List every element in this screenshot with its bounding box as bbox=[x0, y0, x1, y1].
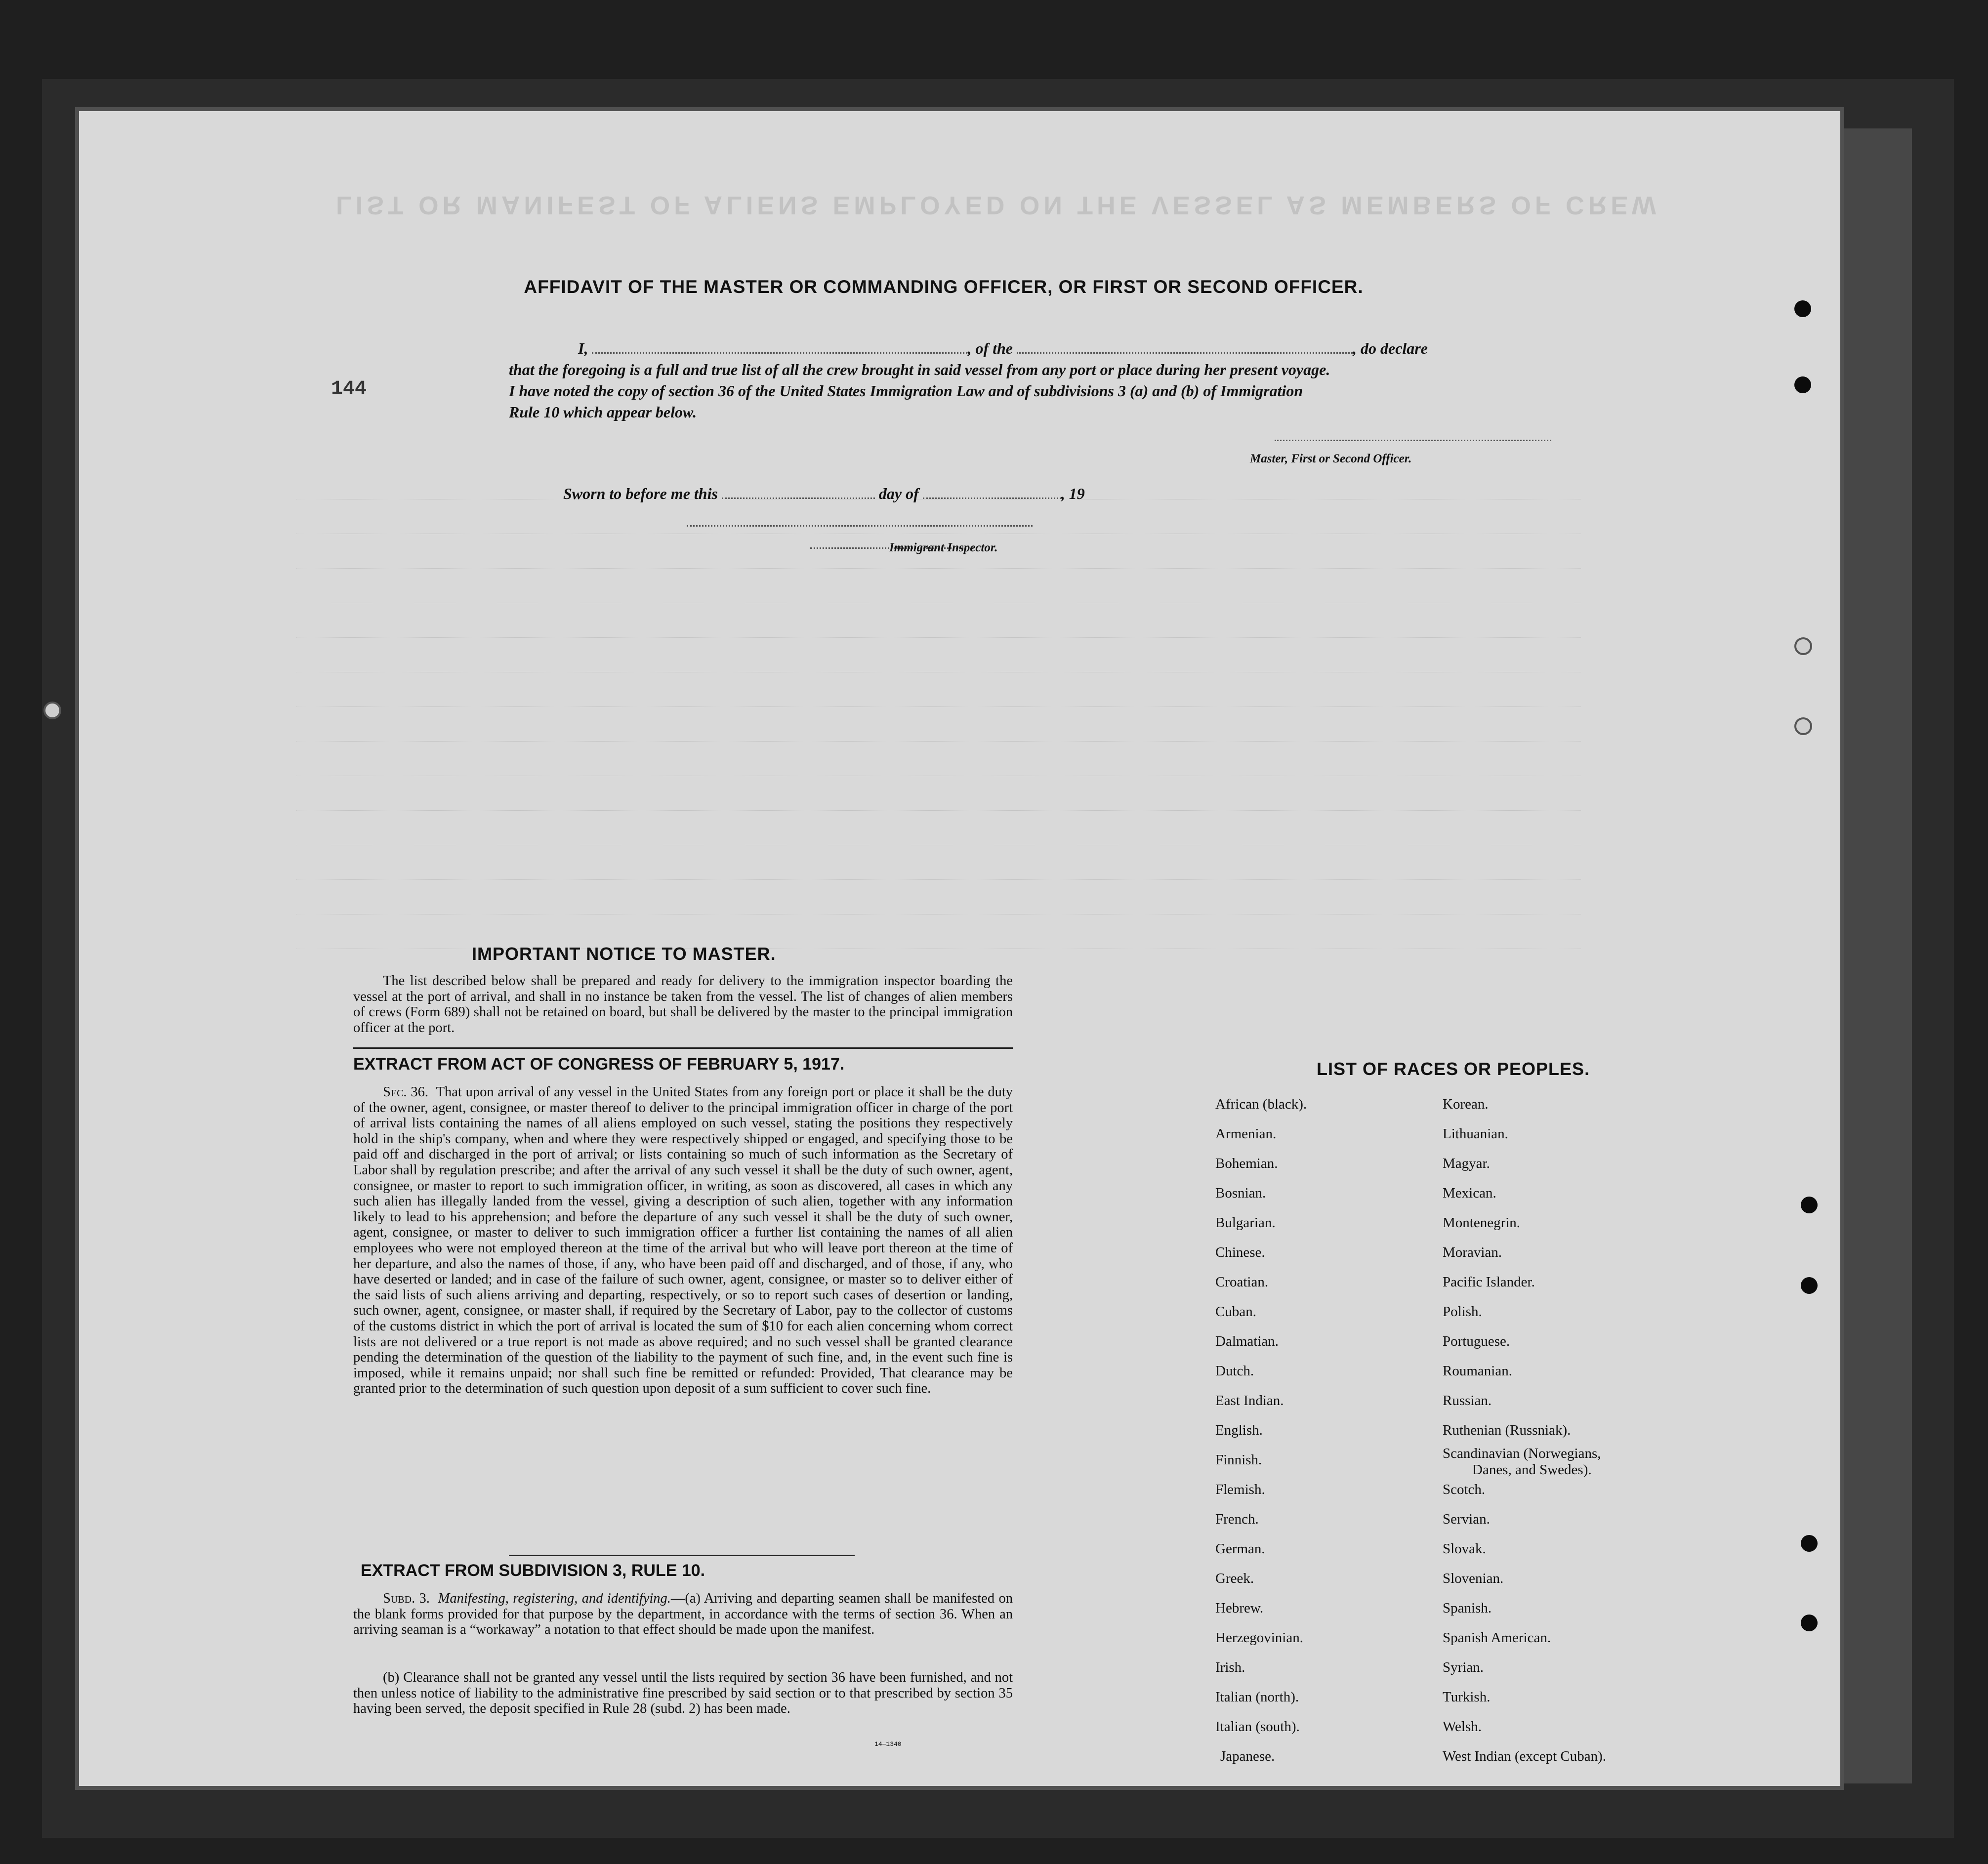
race-item: Hebrew. bbox=[1215, 1600, 1264, 1616]
affidavit-title: AFFIDAVIT OF THE MASTER OR COMMANDING OFFICER, OR FIRST OR SECOND OFFICER. bbox=[524, 277, 1364, 297]
race-item: English. bbox=[1215, 1422, 1263, 1438]
extract-act-heading: EXTRACT FROM ACT OF CONGRESS OF FEBRUARY 5, 1917. bbox=[353, 1055, 845, 1074]
sworn-month-blank[interactable] bbox=[923, 488, 1061, 499]
race-item: West Indian (except Cuban). bbox=[1443, 1748, 1607, 1764]
race-item: Montenegrin. bbox=[1443, 1215, 1521, 1231]
extract-rule-text-a bbox=[353, 1591, 1013, 1638]
binder-hole bbox=[1794, 717, 1812, 735]
extract-act-text bbox=[353, 1084, 1013, 1397]
declaration-line-2: that the foregoing is a full and true list of all the crew brought in said vessel from any port or place during her present voyage. bbox=[509, 361, 1330, 378]
vessel-name-blank[interactable] bbox=[1017, 342, 1353, 354]
race-item: Bosnian. bbox=[1215, 1185, 1266, 1201]
subdivision-label: Subd. 3. bbox=[383, 1591, 430, 1606]
sworn-label: Sworn to before me this bbox=[563, 485, 718, 502]
race-item-continuation: Danes, and Swedes). bbox=[1472, 1462, 1592, 1478]
race-item: Slovenian. bbox=[1443, 1571, 1504, 1586]
race-item: Lithuanian. bbox=[1443, 1126, 1508, 1142]
declaration-line bbox=[578, 339, 1428, 358]
declaration-line-4: Rule 10 which appear below. bbox=[509, 403, 697, 421]
subdivision-title: Manifesting, registering, and identifying. bbox=[438, 1591, 671, 1606]
race-item: French. bbox=[1215, 1511, 1259, 1527]
race-item: Bohemian. bbox=[1215, 1156, 1278, 1171]
races-heading: LIST OF RACES OR PEOPLES. bbox=[1317, 1059, 1590, 1079]
day-of-label: day of bbox=[878, 485, 919, 502]
year-label: , 19 bbox=[1061, 485, 1085, 502]
extract-rule-text-b: (b) Clearance shall not be granted any vessel until the lists required by section 36 have been furnished, and not then unless notice of liability to the administrative fine prescribed by said section or to that prescribed by section 35 having been served, the deposit specified in Rule 28 (subd. 2) has been made. bbox=[353, 1670, 1013, 1717]
race-item: Cuban. bbox=[1215, 1304, 1256, 1320]
race-item: Irish. bbox=[1215, 1659, 1245, 1675]
race-item: Armenian. bbox=[1215, 1126, 1277, 1142]
race-item: Flemish. bbox=[1215, 1482, 1265, 1497]
race-item: Dutch. bbox=[1215, 1363, 1254, 1379]
officer-name-blank[interactable] bbox=[592, 342, 967, 354]
subdivision-a-text: —(a) Arriving and departing seamen shall be manifested on the blank forms provided for that purpose by the department, in accordance with the terms of section 36. When an arriving seaman is a “workaway” a notation to that effect should be made upon the manifest. bbox=[353, 1591, 1013, 1638]
race-item: Korean. bbox=[1443, 1096, 1489, 1112]
race-item: Japanese. bbox=[1220, 1748, 1275, 1764]
binder-hole bbox=[1801, 1535, 1818, 1552]
binder-hole bbox=[1801, 1277, 1818, 1294]
race-item: Russian. bbox=[1443, 1393, 1492, 1408]
race-item: Moravian. bbox=[1443, 1244, 1502, 1260]
race-item: Finnish. bbox=[1215, 1452, 1262, 1468]
binder-hole bbox=[1794, 376, 1811, 393]
file-mark: 144 bbox=[331, 378, 367, 400]
race-item: Scotch. bbox=[1443, 1482, 1486, 1497]
i-label: I, bbox=[578, 339, 588, 357]
notice-text: The list described below shall be prepared and ready for delivery to the immigration inspector boarding the vessel at the port of arrival, and shall in no instance be taken from the vessel. The list of changes of alien members of crews (Form 689) shall not be retained on board, but shall be delivered by the master to the principal immigration officer at the port. bbox=[353, 973, 1013, 1036]
section-36-text: That upon arrival of any vessel in the United States from any foreign port or place it shall be the duty of the owner, agent, consignee, or master thereof to deliver to the principal immigration officer in charge of the port of arrival lists containing the names of all aliens employed on such vessel, stating the positions they respectively hold in the ship's company, when and where they were respectively shipped or engaged, and specifying those to be paid off and discharged in the port of arrival; or lists containing so much of such information as the Secretary of Labor shall by regulation prescribe; and after the arrival of any such vessel it shall be the duty of such owner, agent, consignee, or master to report to such immigration officer, in writing, as soon as discovered, all cases in which any such alien has illegally landed from the vessel, giving a description of such alien, together with any information likely to lead to his apprehension; and before the departure of any such vessel it shall be the duty of such owner, agent, consignee, or master to deliver to such immigration officer a further list containing the names of all alien employees who were not employed thereon at the time of the arrival but who will leave port thereon at the time of her departure, and also the names of those, if any, who have been paid off and discharged, and of those, if any, who have deserted or landed; and in case of the failure of such owner, agent, consignee, or master so to deliver either of the said lists of such aliens arriving and departing, respectively, or so to report such cases of desertion or landing, such owner, agent, consignee, or master shall, if required by the Secretary of Labor, pay to the collector of customs of the customs district in which the port of arrival is located the sum of $10 for each alien concerning whom correct lists are not delivered or a true report is not made as above required; and no such vessel shall be granted clearance pending the determination of the question of the liability to the payment of such fine, and, in the event such fine is imposed, while it remains unpaid; nor shall such fine be remitted or refunded: Provided, That clearance may be granted prior to the determination of such question upon deposit of a sum sufficient to cover such fine. bbox=[353, 1084, 1013, 1397]
race-item: Pacific Islander. bbox=[1443, 1274, 1535, 1290]
declare-label: , do declare bbox=[1353, 339, 1428, 357]
race-item: Ruthenian (Russniak). bbox=[1443, 1422, 1571, 1438]
race-item: Servian. bbox=[1443, 1511, 1490, 1527]
race-item: Greek. bbox=[1215, 1571, 1254, 1586]
divider-rule-2 bbox=[509, 1555, 855, 1556]
binding-strip bbox=[1840, 128, 1912, 1783]
extract-rule-heading: EXTRACT FROM SUBDIVISION 3, RULE 10. bbox=[361, 1561, 705, 1580]
notice-heading: IMPORTANT NOTICE TO MASTER. bbox=[472, 944, 776, 964]
race-item: Italian (north). bbox=[1215, 1689, 1299, 1705]
binder-hole bbox=[43, 702, 61, 719]
race-item: Syrian. bbox=[1443, 1659, 1484, 1675]
signature-caption: Master, First or Second Officer. bbox=[1250, 452, 1412, 465]
race-item: Dalmatian. bbox=[1215, 1333, 1279, 1349]
of-the-label: , of the bbox=[967, 339, 1013, 357]
race-item: East Indian. bbox=[1215, 1393, 1284, 1408]
race-item: Portuguese. bbox=[1443, 1333, 1510, 1349]
binder-hole bbox=[1801, 1197, 1818, 1213]
race-item: Welsh. bbox=[1443, 1719, 1482, 1735]
declaration-line-3: I have noted the copy of section 36 of the United States Immigration Law and of subdivisions 3 (a) and (b) of Immigration bbox=[509, 382, 1303, 400]
binder-hole bbox=[1794, 637, 1812, 655]
race-item: Spanish. bbox=[1443, 1600, 1492, 1616]
race-item: Turkish. bbox=[1443, 1689, 1491, 1705]
form-code: 14—1340 bbox=[874, 1740, 902, 1748]
bleed-through-header: LIST OR MANIFEST OF ALIENS EMPLOYED ON THE VESSEL AS MEMBERS OF CREW bbox=[336, 191, 1660, 219]
race-item: African (black). bbox=[1215, 1096, 1307, 1112]
race-item: Herzegovinian. bbox=[1215, 1630, 1303, 1646]
officer-signature-line[interactable] bbox=[1275, 440, 1551, 441]
divider-rule bbox=[353, 1047, 1013, 1049]
race-item: Croatian. bbox=[1215, 1274, 1269, 1290]
race-item: Mexican. bbox=[1443, 1185, 1496, 1201]
race-item: Bulgarian. bbox=[1215, 1215, 1276, 1231]
sworn-day-blank[interactable] bbox=[722, 488, 875, 499]
race-item: Polish. bbox=[1443, 1304, 1482, 1320]
inspector-caption: Immigrant Inspector. bbox=[889, 541, 998, 554]
sworn-line bbox=[563, 485, 1085, 503]
binder-hole bbox=[1801, 1615, 1818, 1631]
manifest-page bbox=[79, 111, 1840, 1786]
race-item: Slovak. bbox=[1443, 1541, 1486, 1557]
race-item: Scandinavian (Norwegians, bbox=[1443, 1446, 1601, 1461]
race-item: German. bbox=[1215, 1541, 1265, 1557]
section-label: Sec. 36. bbox=[383, 1084, 428, 1100]
race-item: Italian (south). bbox=[1215, 1719, 1300, 1735]
race-item: Chinese. bbox=[1215, 1244, 1265, 1260]
race-item: Spanish American. bbox=[1443, 1630, 1551, 1646]
inspector-signature-line[interactable] bbox=[687, 525, 1033, 527]
race-item: Magyar. bbox=[1443, 1156, 1490, 1171]
binder-hole bbox=[1794, 300, 1811, 317]
race-item: Roumanian. bbox=[1443, 1363, 1512, 1379]
